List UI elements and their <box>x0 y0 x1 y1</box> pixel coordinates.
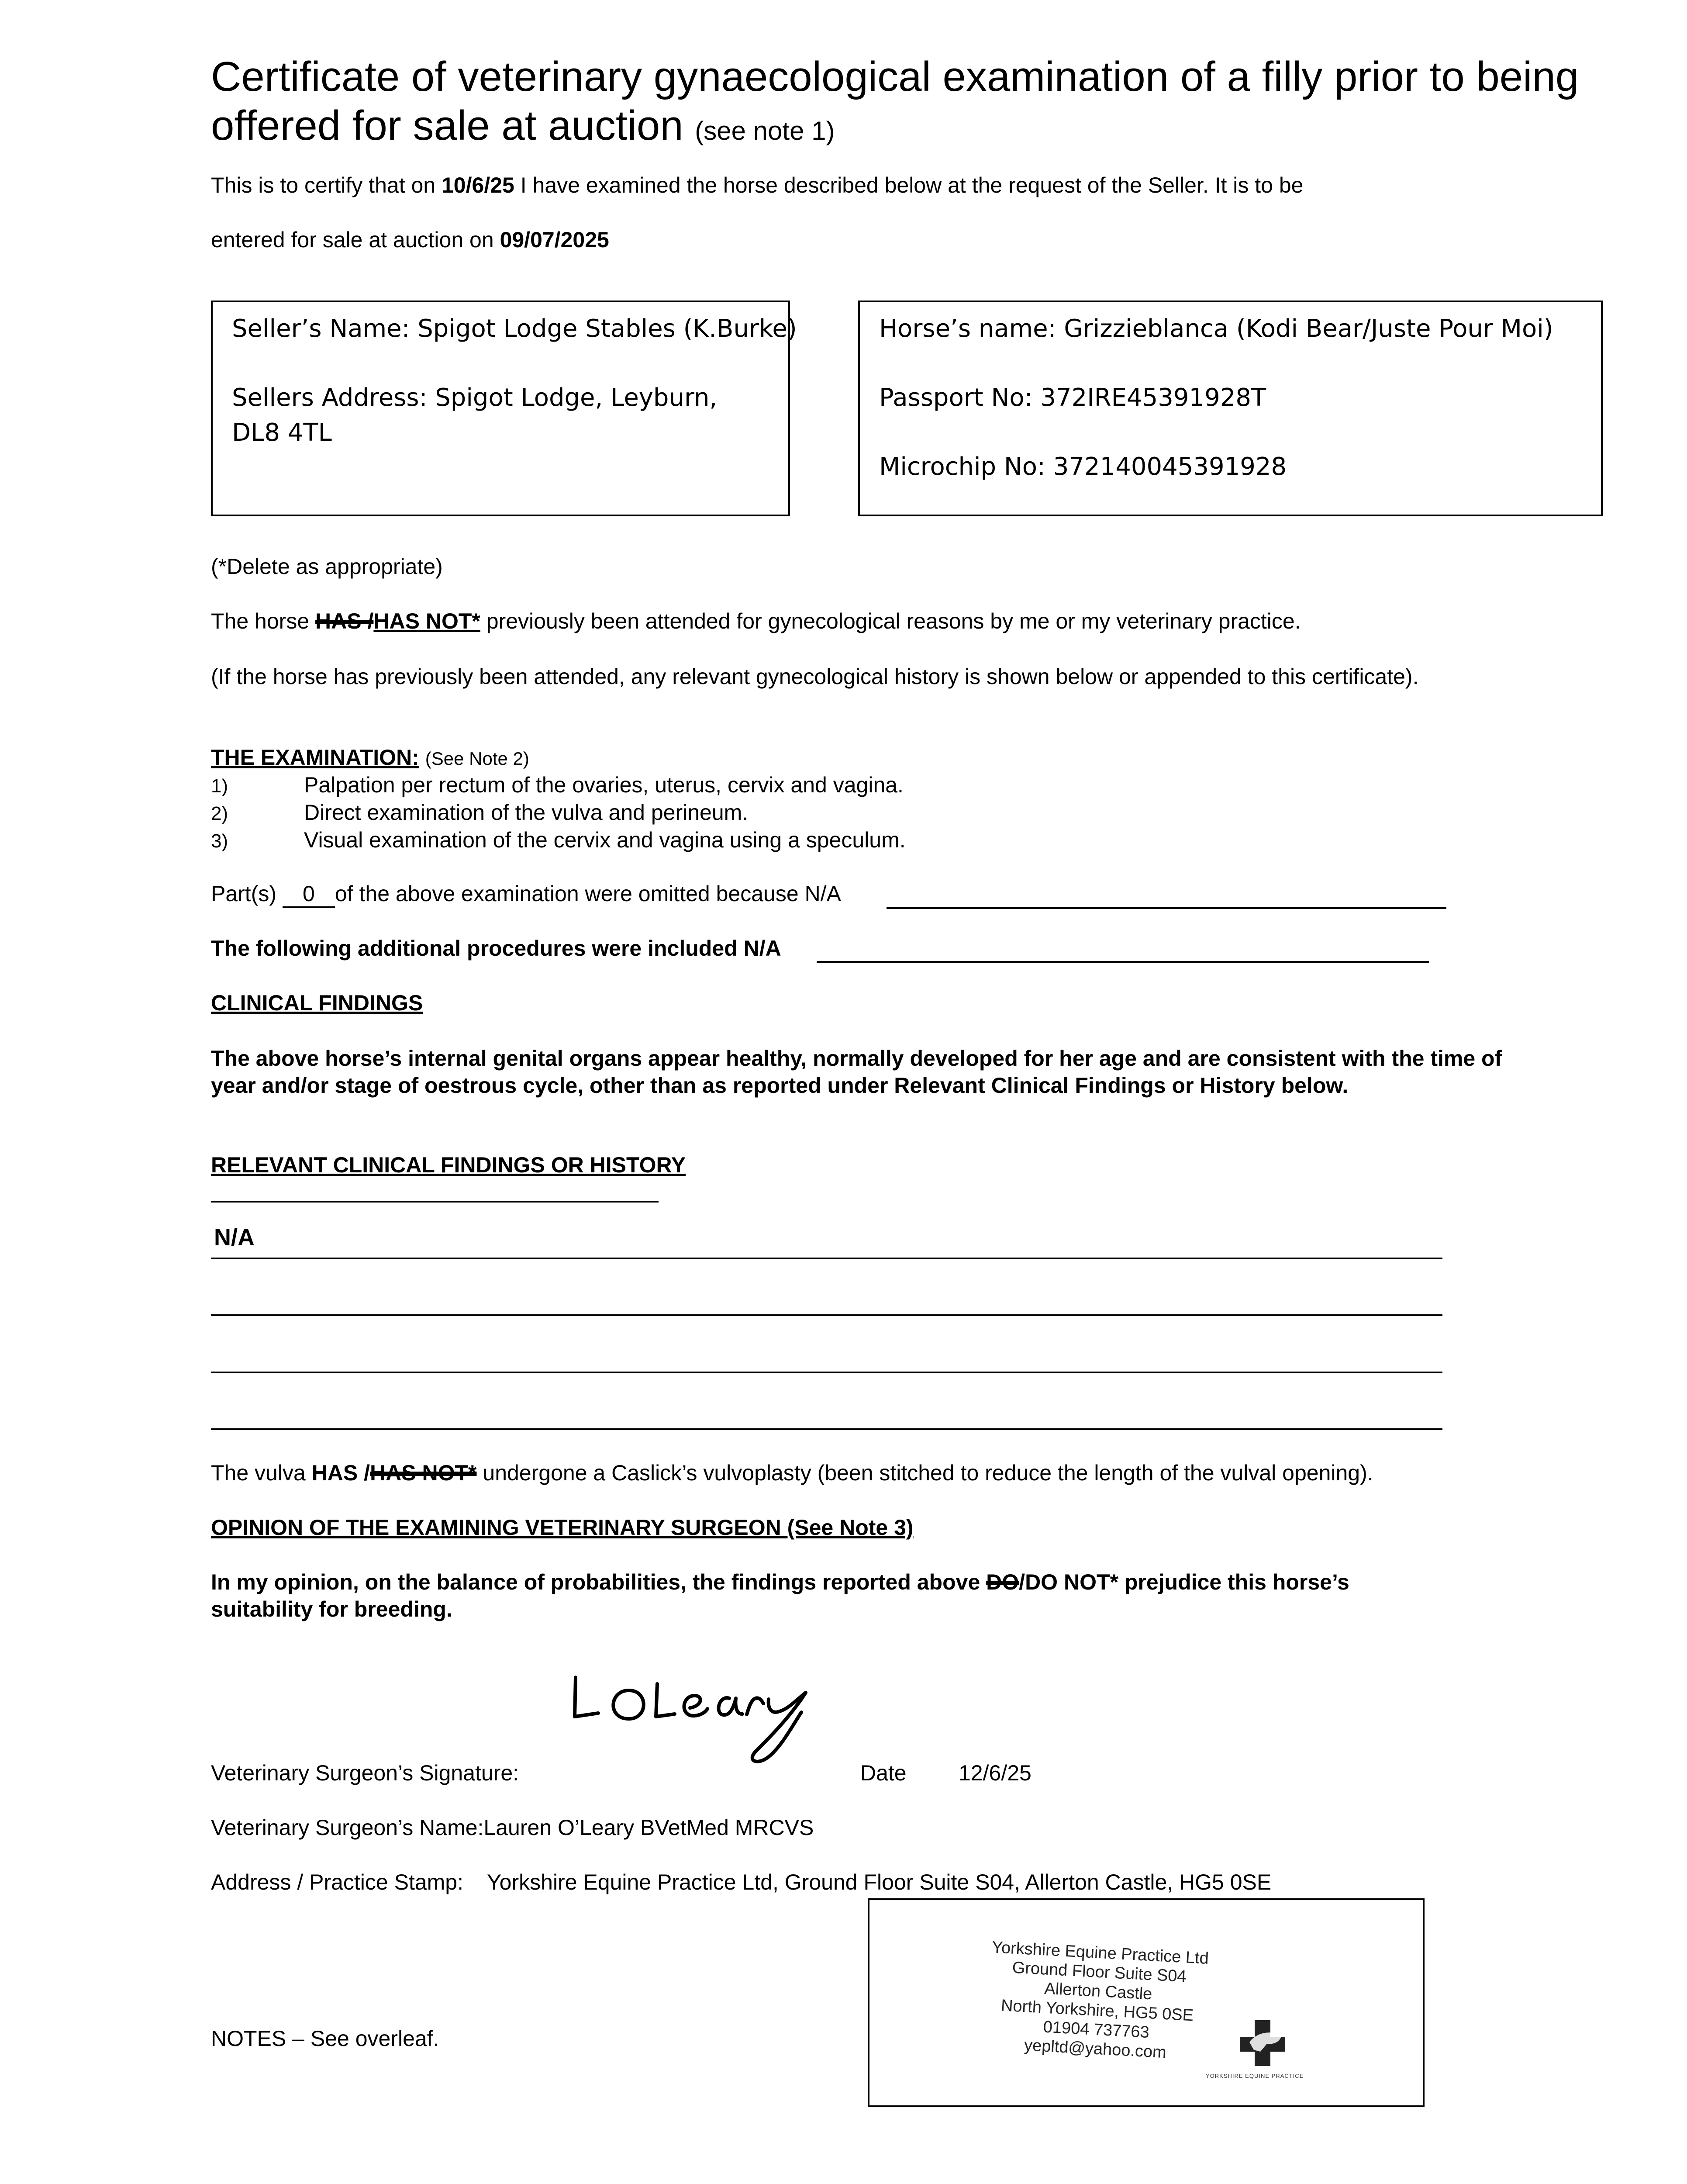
opinion-struck-option: DO <box>986 1570 1019 1594</box>
practice-stamp <box>868 1898 1425 2107</box>
notes-line: NOTES – See overleaf. <box>211 2026 439 2051</box>
opinion-text: /DO NOT* prejudice this horse’s <box>1019 1570 1349 1594</box>
horse-box <box>858 301 1603 516</box>
additional-procedures-line <box>817 961 1429 963</box>
horse-name: Horse’s name: Grizzieblanca (Kodi Bear/Juste Pour Moi) <box>879 314 1553 343</box>
stamp-address: Yorkshire Equine Practice Ltd Ground Floor Suite S04 Allerton Castle North Yorkshire, HG5 0SE 01904 737763 yepltd@yahoo.com <box>991 1938 1209 2062</box>
relevant-heading-underline <box>211 1201 659 1203</box>
findings-line <box>211 1314 1442 1316</box>
intro-line-1 <box>211 173 1303 198</box>
vulva-text: The vulva <box>211 1461 306 1485</box>
attended-text: previously been attended for gynecological reasons by me or my veterinary practice. <box>486 609 1301 633</box>
opinion-line-2: suitability for breeding. <box>211 1597 452 1621</box>
item-number: 3) <box>211 830 228 852</box>
attended-text: The horse <box>211 609 310 633</box>
omitted-statement <box>211 881 841 908</box>
examination-item <box>211 827 906 853</box>
intro-text: This is to certify that on <box>211 173 436 197</box>
seller-address-line1: Sellers Address: Spigot Lodge, Leyburn, <box>232 384 718 412</box>
item-number: 2) <box>211 803 228 824</box>
exam-date: 10/6/25 <box>442 173 514 197</box>
seller-address-line2: DL8 4TL <box>232 418 332 447</box>
vet-name-row <box>211 1815 814 1840</box>
omitted-parts-value: 0 <box>283 881 335 908</box>
examination-heading-row <box>211 745 529 770</box>
opinion-heading: OPINION OF THE EXAMINING VETERINARY SURGEON (See Note 3) <box>211 1515 914 1540</box>
opinion-text: In my opinion, on the balance of probabilities, the findings reported above <box>211 1570 980 1594</box>
address-row <box>211 1870 1271 1895</box>
delete-note: (*Delete as appropriate) <box>211 554 443 579</box>
vulva-statement <box>211 1460 1373 1486</box>
certificate-title <box>211 52 1608 156</box>
opinion-line-1 <box>211 1569 1349 1595</box>
examination-item <box>211 772 904 798</box>
clinical-findings-heading: CLINICAL FINDINGS <box>211 991 423 1015</box>
findings-line <box>211 1372 1442 1373</box>
intro-line-2 <box>211 227 609 252</box>
date-label: Date <box>860 1761 907 1785</box>
auction-date: 09/07/2025 <box>500 228 609 252</box>
microchip-number: Microchip No: 372140045391928 <box>879 453 1287 481</box>
passport-number: Passport No: 372IRE45391928T <box>879 384 1266 412</box>
item-text: Palpation per rectum of the ovaries, uterus, cervix and vagina. <box>304 773 904 797</box>
omitted-text: Part(s) <box>211 881 276 906</box>
vet-name-value: Lauren O’Leary BVetMed MRCVS <box>483 1815 814 1840</box>
stamp-logo-caption: YORKSHIRE EQUINE PRACTICE <box>1206 2073 1304 2079</box>
address-value: Yorkshire Equine Practice Ltd, Ground Floor Suite S04, Allerton Castle, HG5 0SE <box>486 1870 1272 1894</box>
relevant-findings-value: N/A <box>214 1224 255 1251</box>
intro-text: I have examined the horse described below at the request of the Seller. It is to be <box>520 173 1304 197</box>
item-text: Direct examination of the vulva and perineum. <box>304 800 749 825</box>
findings-line <box>211 1428 1442 1430</box>
attended-statement <box>211 608 1301 634</box>
additional-procedures: The following additional procedures were included N/A <box>211 936 781 961</box>
item-text: Visual examination of the cervix and vagina using a speculum. <box>304 828 906 852</box>
vet-name-label: Veterinary Surgeon’s Name: <box>211 1815 484 1840</box>
intro-text: entered for sale at auction on <box>211 228 494 252</box>
vulva-struck-option: HAS NOT* <box>370 1461 477 1485</box>
signature-date: 12/6/25 <box>959 1761 1032 1785</box>
omitted-text: of the above examination were omitted because N/A <box>335 881 841 906</box>
attended-note: (If the horse has previously been attended, any relevant gynecological history is shown below or appended to this certificate). <box>211 664 1419 689</box>
signature-label: Veterinary Surgeon’s Signature: <box>211 1761 519 1785</box>
omitted-reason-line <box>887 907 1446 909</box>
attended-selected-option: HAS NOT* <box>373 609 480 633</box>
handwritten-signature <box>563 1660 834 1773</box>
vulva-selected-option: HAS / <box>311 1461 370 1485</box>
title-note: (see note 1) <box>695 116 835 145</box>
horse-cross-logo-icon <box>1236 2016 1289 2070</box>
relevant-findings-heading: RELEVANT CLINICAL FINDINGS OR HISTORY <box>211 1153 686 1177</box>
attended-struck-option: HAS / <box>315 609 374 633</box>
clinical-findings-text: The above horse’s internal genital organs appear healthy, normally developed for her age and are consistent with the time of year and/or stage of oestrous cycle, other than as reported under Relevant Clinical Findings or History below. <box>211 1046 1502 1098</box>
seller-box <box>211 301 797 516</box>
address-label: Address / Practice Stamp: <box>211 1870 464 1894</box>
findings-line <box>211 1258 1442 1259</box>
item-number: 1) <box>211 775 228 797</box>
examination-item <box>211 800 748 825</box>
examination-note: (See Note 2) <box>425 748 529 769</box>
vulva-text: undergone a Caslick’s vulvoplasty (been stitched to reduce the length of the vulval opening). <box>483 1461 1373 1485</box>
title-main: Certificate of veterinary gynaecological examination of a filly prior to being offered for sale at auction <box>211 53 1579 149</box>
examination-heading: THE EXAMINATION: <box>211 745 419 770</box>
seller-name: Seller’s Name: Spigot Lodge Stables (K.Burke) <box>232 314 797 343</box>
